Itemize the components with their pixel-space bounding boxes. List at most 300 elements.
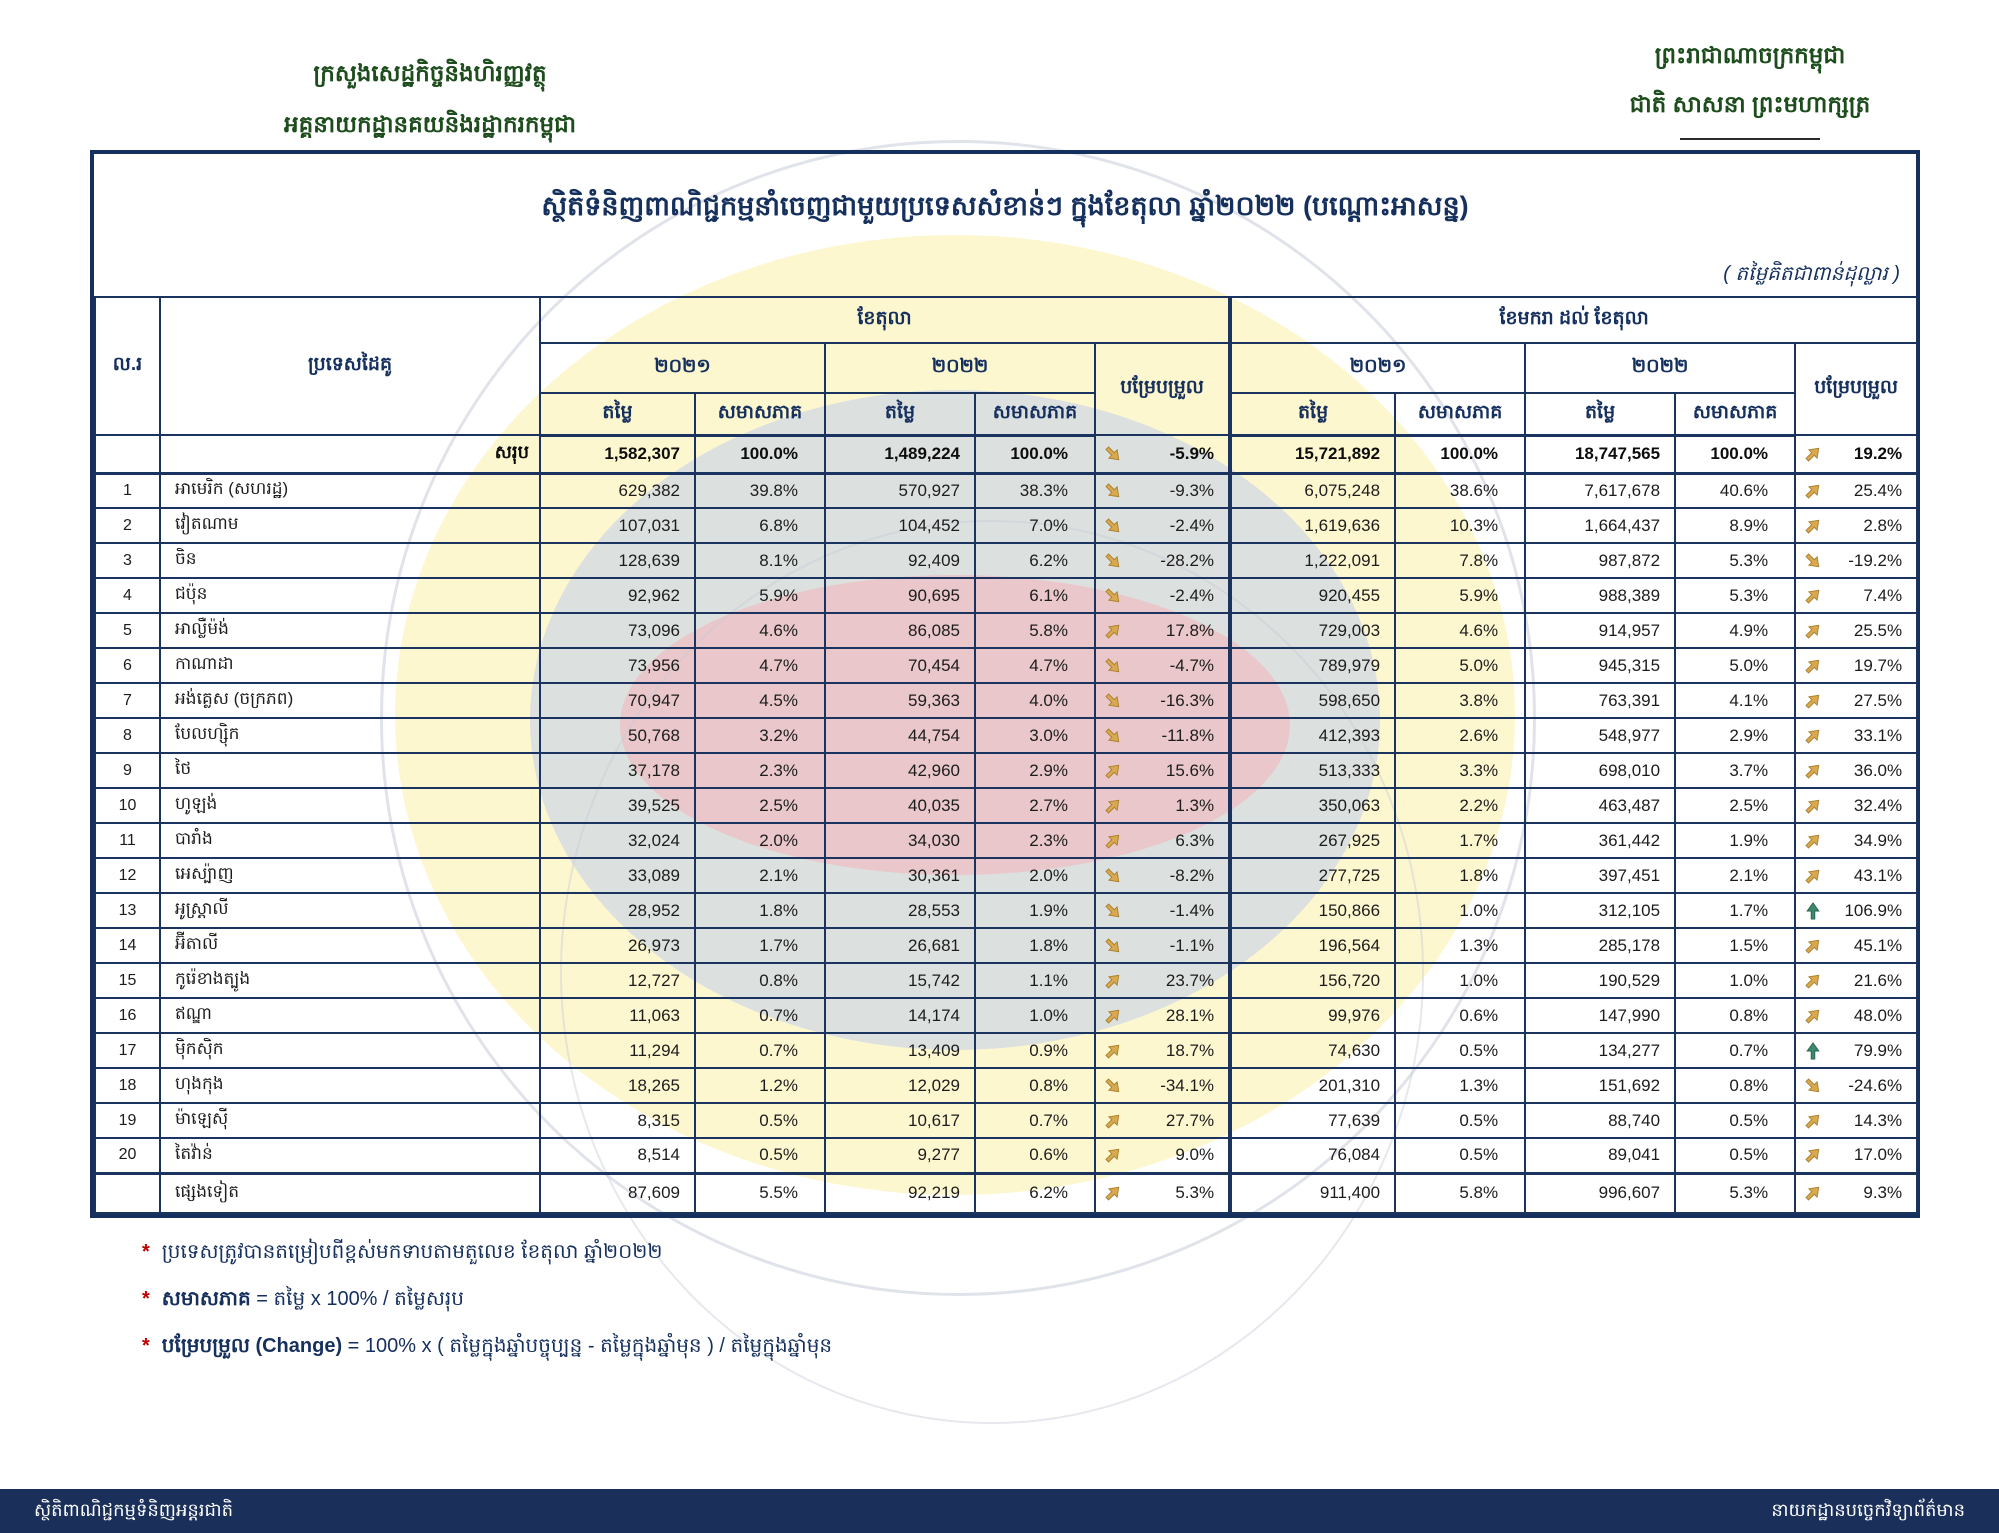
cell-oct-2022-share: 0.6% — [975, 1138, 1095, 1173]
cell-oct-change-value: 1.3% — [1175, 795, 1215, 815]
cell-partner-country: ជប៉ុន — [160, 578, 540, 613]
cell-row-number: 9 — [95, 753, 160, 788]
cell-ytd-change-value: 34.9% — [1853, 830, 1903, 850]
footnote-3 — [142, 1332, 1542, 1362]
cell-ytd-change-value: 106.9% — [1844, 900, 1903, 920]
cell-oct-2021-value: 8,315 — [540, 1103, 695, 1138]
cell-oct-change-value: 5.3% — [1175, 1183, 1215, 1203]
cell-ytd-2021-value: 1,222,091 — [1230, 543, 1395, 578]
cell-ytd-2021-value: 277,725 — [1230, 858, 1395, 893]
cell-oct-2022-value: 34,030 — [825, 823, 975, 858]
total-row — [95, 435, 1917, 473]
cell-row-number: 14 — [95, 928, 160, 963]
cell-partner-country: កាណាដា — [160, 648, 540, 683]
cell-ytd-2021-share: 5.8% — [1395, 1173, 1525, 1213]
cell-oct-2021-value: 39,525 — [540, 788, 695, 823]
cell-oct-2022-share: 5.8% — [975, 613, 1095, 648]
cell-oct-2021-share: 1.7% — [695, 928, 825, 963]
cell-ytd-change-value: 79.9% — [1853, 1040, 1903, 1060]
year-header-2021-ytd: ២០២១ — [1230, 343, 1525, 393]
table-row — [95, 578, 1917, 613]
cell-oct-2021-value: 629,382 — [540, 473, 695, 508]
cell-oct-2021-share: 2.5% — [695, 788, 825, 823]
value-header: តម្លៃ — [1230, 393, 1395, 435]
cell-oct-change — [1095, 508, 1230, 543]
footnote-term: សមាសភាគ — [161, 1288, 251, 1310]
cell-oct-2021-share: 1.8% — [695, 893, 825, 928]
cell-oct-2021-share: 0.7% — [695, 1033, 825, 1068]
cell-ytd-2022-share: 1.9% — [1675, 823, 1795, 858]
arrow-down-right-icon — [1104, 902, 1122, 920]
cell-ytd-2021-value: 156,720 — [1230, 963, 1395, 998]
cell-ytd-2022-value: 147,990 — [1525, 998, 1675, 1033]
export-statistics-table — [94, 296, 1918, 1214]
statistics-sheet — [90, 150, 1920, 1218]
arrow-up-right-icon — [1804, 587, 1822, 605]
share-header: សមាសភាគ — [975, 393, 1095, 435]
cell-oct-change — [1095, 648, 1230, 683]
cell-row-number: 4 — [95, 578, 160, 613]
cell-oct-2022-value: 92,219 — [825, 1173, 975, 1213]
table-body — [95, 435, 1917, 1213]
cell-oct-2022-value: 13,409 — [825, 1033, 975, 1068]
arrow-down-right-icon — [1104, 1077, 1122, 1095]
year-header-2022-oct: ២០២២ — [825, 343, 1095, 393]
cell-oct-change — [1095, 578, 1230, 613]
arrow-down-right-icon — [1104, 937, 1122, 955]
footnote-1 — [142, 1238, 1542, 1268]
arrow-up-right-icon — [1804, 622, 1822, 640]
arrow-down-right-icon — [1804, 1077, 1822, 1095]
cell-oct-2021-value: 37,178 — [540, 753, 695, 788]
cell-partner-country: ផ្សេងទៀត — [160, 1173, 540, 1213]
cell-oct-2021-share: 39.8% — [695, 473, 825, 508]
arrow-up-icon — [1804, 902, 1822, 920]
cell-oct-2022-value: 104,452 — [825, 508, 975, 543]
cell-oct-2021-value: 33,089 — [540, 858, 695, 893]
cell-oct-change-value: -16.3% — [1160, 690, 1215, 710]
change-header-oct: បម្រែបម្រួល — [1095, 343, 1230, 435]
cell-ytd-2022-share: 2.1% — [1675, 858, 1795, 893]
cell-ytd-change — [1795, 823, 1917, 858]
cell-ytd-change — [1795, 893, 1917, 928]
cell-oct-change-value: 28.1% — [1165, 1005, 1215, 1025]
cell-oct-2021-share: 4.7% — [695, 648, 825, 683]
cell-oct-2021-value: 18,265 — [540, 1068, 695, 1103]
footer-left-label: ស្ថិតិពាណិជ្ជកម្មទំនិញអន្តរជាតិ — [34, 1499, 234, 1520]
cell-ytd-2021-share: 38.6% — [1395, 473, 1525, 508]
cell-ytd-change-value: 33.1% — [1853, 725, 1903, 745]
cell-ytd-2022-share: 5.3% — [1675, 543, 1795, 578]
cell-ytd-2021-share: 7.8% — [1395, 543, 1525, 578]
table-row — [95, 788, 1917, 823]
table-row — [95, 1103, 1917, 1138]
cell-oct-change — [1095, 998, 1230, 1033]
cell-oct-2022-share: 100.0% — [975, 435, 1095, 473]
others-row — [95, 1173, 1917, 1213]
share-header: សមាសភាគ — [695, 393, 825, 435]
cell-row-number: 16 — [95, 998, 160, 1033]
cell-oct-2022-value: 42,960 — [825, 753, 975, 788]
cell-ytd-2021-value: 74,630 — [1230, 1033, 1395, 1068]
table-row — [95, 963, 1917, 998]
cell-oct-2021-share: 2.3% — [695, 753, 825, 788]
footer-right-label: នាយកដ្ឋានបច្ចេកវិទ្យាព័ត៌មាន — [1771, 1499, 1965, 1520]
footnote-asterisk: * — [142, 1335, 150, 1357]
cell-ytd-change — [1795, 963, 1917, 998]
cell-ytd-change — [1795, 928, 1917, 963]
cell-ytd-2022-share: 5.3% — [1675, 578, 1795, 613]
cell-ytd-change-value: 32.4% — [1853, 795, 1903, 815]
cell-ytd-2021-value: 201,310 — [1230, 1068, 1395, 1103]
cell-oct-change-value: 9.0% — [1175, 1145, 1215, 1165]
cell-ytd-2021-value: 513,333 — [1230, 753, 1395, 788]
cell-ytd-change — [1795, 1103, 1917, 1138]
cell-oct-change-value: 18.7% — [1165, 1040, 1215, 1060]
cell-oct-2021-value: 70,947 — [540, 683, 695, 718]
cell-ytd-2021-share: 5.0% — [1395, 648, 1525, 683]
cell-oct-2021-share: 1.2% — [695, 1068, 825, 1103]
cell-row-number: 3 — [95, 543, 160, 578]
cell-oct-change — [1095, 613, 1230, 648]
cell-partner-country: ចិន — [160, 543, 540, 578]
cell-ytd-change-value: 25.4% — [1853, 480, 1903, 500]
arrow-up-right-icon — [1804, 1007, 1822, 1025]
col-header-no: ល.រ — [95, 297, 160, 435]
cell-ytd-change-value: 17.0% — [1853, 1145, 1903, 1165]
cell-ytd-change-value: 48.0% — [1853, 1005, 1903, 1025]
cell-ytd-2021-share: 1.3% — [1395, 1068, 1525, 1103]
cell-ytd-2022-share: 100.0% — [1675, 435, 1795, 473]
cell-oct-2022-value: 92,409 — [825, 543, 975, 578]
cell-row-number: 15 — [95, 963, 160, 998]
share-header: សមាសភាគ — [1675, 393, 1795, 435]
cell-oct-change-value: 15.6% — [1165, 760, 1215, 780]
cell-oct-2021-share: 2.1% — [695, 858, 825, 893]
arrow-up-right-icon — [1804, 445, 1822, 463]
cell-ytd-change-value: 21.6% — [1853, 970, 1903, 990]
cell-ytd-change — [1795, 435, 1917, 473]
cell-oct-2022-share: 2.0% — [975, 858, 1095, 893]
cell-oct-2022-value: 44,754 — [825, 718, 975, 753]
cell-oct-change-value: 6.3% — [1175, 830, 1215, 850]
cell-ytd-2021-share: 3.3% — [1395, 753, 1525, 788]
cell-oct-change — [1095, 435, 1230, 473]
cell-oct-2022-share: 2.7% — [975, 788, 1095, 823]
cell-ytd-2021-value: 15,721,892 — [1230, 435, 1395, 473]
arrow-up-right-icon — [1104, 1184, 1122, 1202]
cell-ytd-2021-value: 77,639 — [1230, 1103, 1395, 1138]
cell-oct-2021-share: 4.5% — [695, 683, 825, 718]
footnote-text: ប្រទេសត្រូវបានតម្រៀបពីខ្ពស់មកទាបតាមតួលេខ ខែតុលា ឆ្នាំ២០២២ — [161, 1241, 663, 1263]
footnotes — [142, 1238, 1542, 1379]
cell-ytd-change — [1795, 543, 1917, 578]
cell-ytd-change-value: 19.2% — [1853, 443, 1903, 463]
arrow-down-right-icon — [1104, 482, 1122, 500]
cell-oct-2022-share: 4.7% — [975, 648, 1095, 683]
cell-partner-country: ម៉ាឡេស៊ី — [160, 1103, 540, 1138]
cell-oct-2022-share: 2.9% — [975, 753, 1095, 788]
cell-partner-country: អេស្ប៉ាញ — [160, 858, 540, 893]
cell-ytd-2022-share: 0.8% — [1675, 1068, 1795, 1103]
cell-partner-country: វៀតណាម — [160, 508, 540, 543]
table-row — [95, 718, 1917, 753]
cell-oct-2022-share: 1.0% — [975, 998, 1095, 1033]
cell-oct-2021-value: 28,952 — [540, 893, 695, 928]
cell-ytd-2021-value: 196,564 — [1230, 928, 1395, 963]
arrow-up-right-icon — [1804, 832, 1822, 850]
cell-oct-2022-value: 12,029 — [825, 1068, 975, 1103]
cell-row-number — [95, 435, 160, 473]
cell-oct-2021-value: 50,768 — [540, 718, 695, 753]
ministry-name: ក្រសួងសេដ្ឋកិច្ចនិងហិរញ្ញវត្ថុ — [313, 60, 547, 86]
cell-oct-change-value: -9.3% — [1169, 480, 1215, 500]
cell-oct-2022-share: 0.7% — [975, 1103, 1095, 1138]
cell-oct-2021-value: 107,031 — [540, 508, 695, 543]
arrow-up-right-icon — [1104, 832, 1122, 850]
cell-oct-2022-share: 1.1% — [975, 963, 1095, 998]
cell-oct-2022-share: 6.2% — [975, 543, 1095, 578]
cell-ytd-2021-value: 598,650 — [1230, 683, 1395, 718]
arrow-up-right-icon — [1104, 1112, 1122, 1130]
table-row — [95, 683, 1917, 718]
cell-oct-change-value: -1.1% — [1169, 935, 1215, 955]
cell-oct-2022-share: 1.8% — [975, 928, 1095, 963]
arrow-up-right-icon — [1804, 482, 1822, 500]
cell-ytd-2021-value: 6,075,248 — [1230, 473, 1395, 508]
cell-ytd-change — [1795, 613, 1917, 648]
cell-ytd-change-value: 19.7% — [1853, 655, 1903, 675]
cell-oct-change — [1095, 543, 1230, 578]
cell-ytd-2022-share: 0.5% — [1675, 1138, 1795, 1173]
arrow-up-right-icon — [1804, 1146, 1822, 1164]
cell-oct-2022-value: 28,553 — [825, 893, 975, 928]
arrow-up-right-icon — [1804, 937, 1822, 955]
cell-ytd-2021-value: 1,619,636 — [1230, 508, 1395, 543]
cell-row-number: 7 — [95, 683, 160, 718]
table-row — [95, 858, 1917, 893]
cell-ytd-change — [1795, 1173, 1917, 1213]
cell-ytd-2021-share: 2.6% — [1395, 718, 1525, 753]
cell-oct-change-value: -2.4% — [1169, 585, 1215, 605]
cell-ytd-change — [1795, 788, 1917, 823]
table-row — [95, 998, 1917, 1033]
cell-partner-country: ហុងកុង — [160, 1068, 540, 1103]
cell-ytd-2022-value: 463,487 — [1525, 788, 1675, 823]
cell-ytd-2022-value: 914,957 — [1525, 613, 1675, 648]
arrow-down-right-icon — [1104, 867, 1122, 885]
cell-partner-country: អង់គ្លេស (ចក្រភព) — [160, 683, 540, 718]
cell-oct-change-value: -2.4% — [1169, 515, 1215, 535]
cell-oct-2021-share: 0.5% — [695, 1103, 825, 1138]
table-row — [95, 648, 1917, 683]
cell-oct-2021-share: 0.5% — [695, 1138, 825, 1173]
cell-ytd-2021-share: 1.0% — [1395, 893, 1525, 928]
table-row — [95, 753, 1917, 788]
cell-ytd-2022-share: 5.0% — [1675, 648, 1795, 683]
kingdom-name: ព្រះរាជាណាចក្រកម្ពុជា — [1654, 42, 1846, 68]
cell-ytd-2022-value: 89,041 — [1525, 1138, 1675, 1173]
cell-ytd-change-value: -19.2% — [1848, 550, 1903, 570]
cell-ytd-2022-value: 190,529 — [1525, 963, 1675, 998]
cell-oct-change — [1095, 1138, 1230, 1173]
cell-row-number: 6 — [95, 648, 160, 683]
cell-ytd-2022-share: 1.5% — [1675, 928, 1795, 963]
cell-oct-2021-share: 100.0% — [695, 435, 825, 473]
cell-oct-change — [1095, 893, 1230, 928]
cell-ytd-2022-value: 285,178 — [1525, 928, 1675, 963]
cell-oct-2021-value: 87,609 — [540, 1173, 695, 1213]
cell-ytd-2022-value: 1,664,437 — [1525, 508, 1675, 543]
cell-oct-2022-value: 570,927 — [825, 473, 975, 508]
cell-oct-2021-share: 4.6% — [695, 613, 825, 648]
table-row — [95, 1068, 1917, 1103]
cell-ytd-change — [1795, 648, 1917, 683]
kingdom-header — [1530, 42, 1970, 140]
cell-ytd-2022-value: 151,692 — [1525, 1068, 1675, 1103]
cell-ytd-2021-value: 920,455 — [1230, 578, 1395, 613]
cell-oct-2021-share: 0.8% — [695, 963, 825, 998]
arrow-down-right-icon — [1804, 552, 1822, 570]
cell-oct-2021-value: 11,294 — [540, 1033, 695, 1068]
cell-oct-2022-share: 7.0% — [975, 508, 1095, 543]
cell-ytd-2022-share: 0.8% — [1675, 998, 1795, 1033]
cell-ytd-2022-share: 1.0% — [1675, 963, 1795, 998]
cell-ytd-change-value: 45.1% — [1853, 935, 1903, 955]
cell-ytd-2022-share: 0.7% — [1675, 1033, 1795, 1068]
cell-oct-change — [1095, 753, 1230, 788]
cell-ytd-2022-share: 2.5% — [1675, 788, 1795, 823]
cell-ytd-2021-value: 789,979 — [1230, 648, 1395, 683]
footnote-2 — [142, 1285, 1542, 1315]
cell-row-number: 1 — [95, 473, 160, 508]
cell-ytd-change — [1795, 718, 1917, 753]
arrow-down-right-icon — [1104, 552, 1122, 570]
cell-ytd-change — [1795, 1138, 1917, 1173]
cell-oct-2022-share: 6.2% — [975, 1173, 1095, 1213]
cell-ytd-2021-share: 5.9% — [1395, 578, 1525, 613]
cell-oct-2021-share: 3.2% — [695, 718, 825, 753]
table-row — [95, 508, 1917, 543]
cell-ytd-2022-value: 7,617,678 — [1525, 473, 1675, 508]
cell-oct-2022-value: 40,035 — [825, 788, 975, 823]
cell-oct-2021-share: 6.8% — [695, 508, 825, 543]
cell-oct-2022-share: 0.8% — [975, 1068, 1095, 1103]
cell-row-number — [95, 1173, 160, 1213]
cell-oct-change — [1095, 963, 1230, 998]
cell-oct-2022-share: 2.3% — [975, 823, 1095, 858]
group-header-october: ខែតុលា — [540, 297, 1230, 343]
arrow-up-right-icon — [1104, 797, 1122, 815]
arrow-up-right-icon — [1104, 972, 1122, 990]
arrow-up-right-icon — [1804, 657, 1822, 675]
cell-oct-2022-value: 86,085 — [825, 613, 975, 648]
cell-ytd-2021-share: 4.6% — [1395, 613, 1525, 648]
table-row — [95, 893, 1917, 928]
cell-ytd-change — [1795, 578, 1917, 613]
arrow-up-right-icon — [1804, 762, 1822, 780]
ministry-header — [170, 60, 690, 144]
page-title: ស្ថិតិទំនិញពាណិជ្ជកម្មនាំចេញជាមួយប្រទេសសំខាន់ៗ ក្នុងខែតុលា ឆ្នាំ២០២២ (បណ្ដោះអាសន្ន) — [541, 191, 1469, 221]
table-row — [95, 543, 1917, 578]
cell-ytd-2022-value: 18,747,565 — [1525, 435, 1675, 473]
footnote-term: បម្រែបម្រួល (Change) — [161, 1335, 343, 1357]
cell-row-number: 11 — [95, 823, 160, 858]
cell-ytd-2021-value: 412,393 — [1230, 718, 1395, 753]
cell-oct-change — [1095, 718, 1230, 753]
cell-ytd-change-value: 27.5% — [1853, 690, 1903, 710]
arrow-down-right-icon — [1104, 692, 1122, 710]
cell-partner-country: ម៉ិកស៊ិក — [160, 1033, 540, 1068]
title-area — [94, 154, 1916, 296]
cell-oct-2021-value: 73,956 — [540, 648, 695, 683]
cell-oct-change-value: 23.7% — [1165, 970, 1215, 990]
arrow-up-right-icon — [1804, 797, 1822, 815]
cell-ytd-2021-share: 2.2% — [1395, 788, 1525, 823]
cell-oct-change-value: -8.2% — [1169, 865, 1215, 885]
cell-ytd-2021-share: 1.7% — [1395, 823, 1525, 858]
cell-oct-change-value: -1.4% — [1169, 900, 1215, 920]
national-motto: ជាតិ សាសនា ព្រះមហាក្សត្រ — [1629, 91, 1871, 117]
cell-ytd-2022-share: 4.9% — [1675, 613, 1795, 648]
cell-oct-change — [1095, 823, 1230, 858]
cell-ytd-2021-value: 911,400 — [1230, 1173, 1395, 1213]
cell-oct-2021-value: 32,024 — [540, 823, 695, 858]
arrow-down-right-icon — [1104, 657, 1122, 675]
cell-ytd-change — [1795, 683, 1917, 718]
cell-ytd-2022-share: 2.9% — [1675, 718, 1795, 753]
arrow-up-right-icon — [1104, 1146, 1122, 1164]
cell-ytd-change — [1795, 753, 1917, 788]
cell-ytd-2022-value: 88,740 — [1525, 1103, 1675, 1138]
arrow-up-right-icon — [1804, 867, 1822, 885]
cell-ytd-change-value: 36.0% — [1853, 760, 1903, 780]
cell-oct-2022-value: 9,277 — [825, 1138, 975, 1173]
cell-ytd-change-value: 9.3% — [1863, 1183, 1903, 1203]
cell-oct-2021-value: 92,962 — [540, 578, 695, 613]
cell-oct-2021-share: 5.9% — [695, 578, 825, 613]
cell-ytd-change-value: -24.6% — [1848, 1075, 1903, 1095]
cell-ytd-2022-value: 548,977 — [1525, 718, 1675, 753]
cell-row-number: 17 — [95, 1033, 160, 1068]
cell-ytd-change — [1795, 998, 1917, 1033]
arrow-down-right-icon — [1104, 517, 1122, 535]
cell-oct-change — [1095, 683, 1230, 718]
cell-ytd-2022-share: 0.5% — [1675, 1103, 1795, 1138]
cell-ytd-2021-share: 0.5% — [1395, 1033, 1525, 1068]
cell-ytd-2021-share: 1.8% — [1395, 858, 1525, 893]
cell-oct-2021-share: 8.1% — [695, 543, 825, 578]
cell-oct-change — [1095, 1103, 1230, 1138]
cell-oct-2021-value: 8,514 — [540, 1138, 695, 1173]
cell-ytd-2021-value: 76,084 — [1230, 1138, 1395, 1173]
cell-ytd-2021-share: 3.8% — [1395, 683, 1525, 718]
cell-ytd-2021-value: 150,866 — [1230, 893, 1395, 928]
cell-oct-change — [1095, 928, 1230, 963]
arrow-up-right-icon — [1104, 1007, 1122, 1025]
cell-partner-country: ហូឡង់ — [160, 788, 540, 823]
cell-partner-country: អ៊ីតាលី — [160, 928, 540, 963]
cell-ytd-2021-value: 99,976 — [1230, 998, 1395, 1033]
cell-oct-2021-value: 11,063 — [540, 998, 695, 1033]
cell-partner-country: តៃវ៉ាន់ — [160, 1138, 540, 1173]
cell-oct-change — [1095, 858, 1230, 893]
cell-oct-change — [1095, 1068, 1230, 1103]
cell-oct-2022-value: 14,174 — [825, 998, 975, 1033]
table-header — [95, 297, 1917, 435]
year-header-2021-oct: ២០២១ — [540, 343, 825, 393]
cell-ytd-2022-value: 698,010 — [1525, 753, 1675, 788]
